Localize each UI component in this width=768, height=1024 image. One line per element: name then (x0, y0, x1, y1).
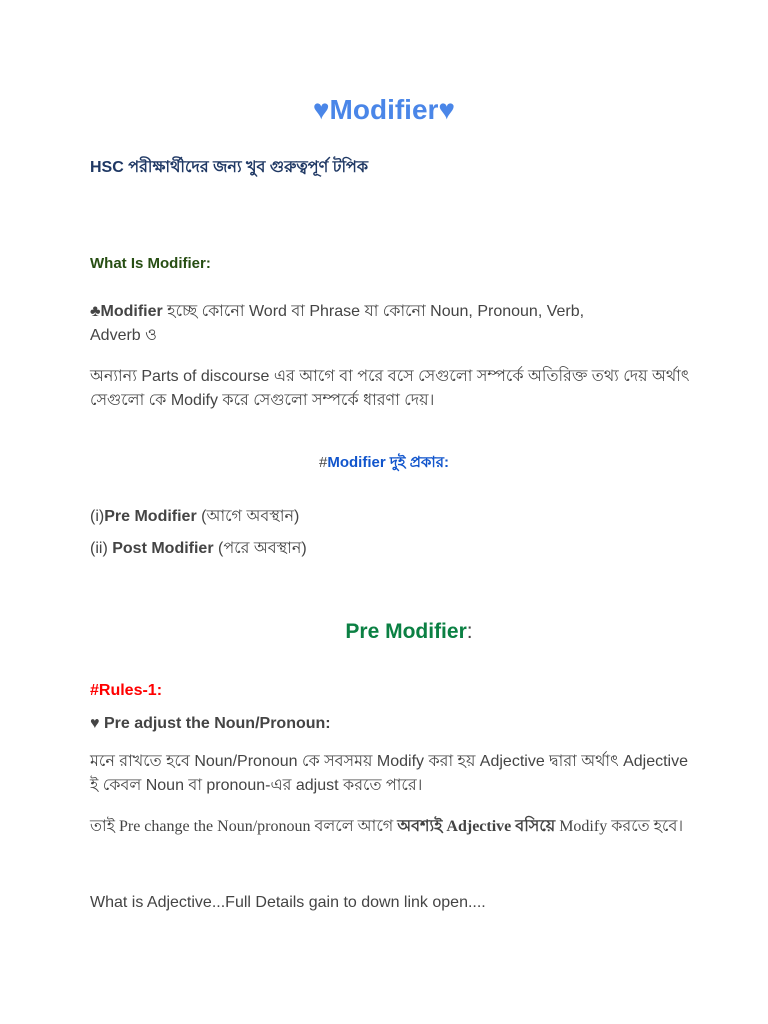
pre-modifier-heading-suffix: : (466, 620, 473, 643)
type-prefix: (ii) (90, 540, 113, 557)
type-name: Pre Modifier (104, 508, 197, 525)
pre-modifier-heading-text: Pre Modifier (345, 620, 467, 643)
definition-line2: Adverb ও (90, 327, 157, 344)
subtitle: HSC পরীক্ষার্থীদের জন্য খুব গুরুত্বপূর্ণ টপিক (90, 159, 369, 176)
definition-term: ♣Modifier (90, 303, 163, 320)
type-item-post (90, 537, 690, 561)
what-is-heading: What Is Modifier: (90, 255, 211, 272)
rule-title: ♥ Pre adjust the Noun/Pronoun: (90, 715, 331, 732)
definition-paragraph (90, 300, 690, 348)
rule-note (90, 815, 690, 839)
rule-note-start: তাই Pre change the Noun/pronoun বললে আগে (90, 818, 398, 835)
pre-modifier-heading (0, 616, 768, 648)
rule-note-end: Modify করতে হবে। (555, 818, 684, 835)
type-note: (আগে অবস্থান) (196, 508, 300, 525)
rule-note-bold: অবশ্যই Adjective বসিয়ে (397, 818, 556, 835)
rule-text: মনে রাখতে হবে Noun/Pronoun কে সবসময় Modify করা হয় Adjective দ্বারা অর্থাৎ Adjective ই কেবল Noun বা pronoun-এর adjust করতে পারে। (90, 753, 688, 794)
definition-continued: অন্যান্য Parts of discourse এর আগে বা পরে বসে সেগুলো সম্পর্কে অতিরিক্ত তথ্য দেয় অর্থাৎ সেগুলো কে Modify করে সেগুলো সম্পর্কে ধারণা দেয়। (90, 368, 690, 409)
types-heading (0, 451, 768, 475)
definition-line1: হচ্ছে কোনো Word বা Phrase যা কোনো Noun, Pronoun, Verb, (162, 303, 585, 320)
types-heading-text: Modifier দুই প্রকার: (327, 454, 449, 471)
rules-label: #Rules-1: (90, 682, 163, 699)
type-prefix: (i) (90, 508, 105, 525)
type-name: Post Modifier (112, 540, 214, 557)
types-hash: # (319, 454, 328, 471)
adjective-details-link[interactable]: What is Adjective...Full Details gain to down link open.... (90, 894, 486, 911)
type-note: (পরে অবস্থান) (213, 540, 307, 557)
type-item-pre (90, 505, 690, 529)
page-title: ♥Modifier♥ (312, 94, 456, 125)
